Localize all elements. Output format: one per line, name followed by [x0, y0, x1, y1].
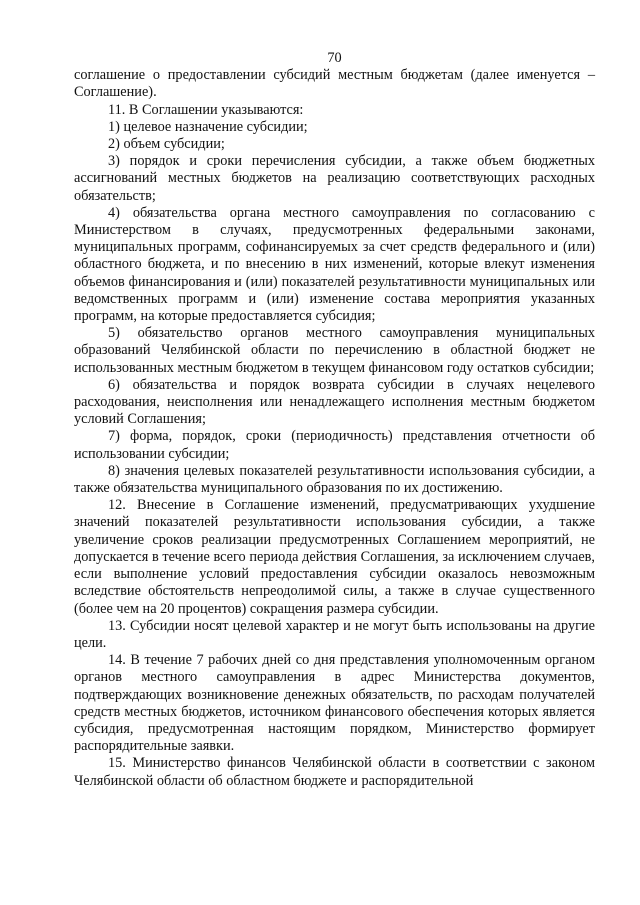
paragraph: 11. В Соглашении указываются: [108, 101, 304, 118]
paragraph: 3) порядок и сроки перечисления субсидии, а также объем бюджетных ассигнований местных бюджетов на реализацию соответствующих расходных обязательств; [74, 153, 595, 204]
document-body [74, 67, 595, 790]
paragraph: 4) обязательства органа местного самоуправления по согласованию с Министерством в случаях, предусмотренных федеральными законами, муниципальных программ, софинансируемых за счет средств федерального и (или) областного бюджета, и по внесению в них изменений, которые влекут изменения объемов финансирования и (или) показателей результативности муниципальных или ведомственных программ и (или) изменение состава мероприятия указанных программ, на которые предоставляется субсидия; [74, 204, 595, 325]
paragraph: 8) значения целевых показателей результативности использования субсидии, а также обязательства муниципального образования по их достижению. [74, 462, 595, 497]
paragraph: 5) обязательство органов местного самоуправления муниципальных образований Челябинской области по перечислению в областной бюджет не использованных местным бюджетом в текущем финансовом году остатков субсидии; [74, 325, 595, 376]
paragraph: 12. Внесение в Соглашение изменений, предусматривающих ухудшение значений показателей результативности использования субсидии, а также увеличение сроков реализации предусмотренных Соглашением мероприятий, не допускается в течение всего периода действия Соглашения, за исключением случаев, если выполнение условий предоставления субсидии оказалось невозможным вследствие обстоятельств непреодолимой силы, а также в случае существенного (более чем на 20 процентов) сокращения размера субсидии. [74, 497, 595, 617]
paragraph: соглашение о предоставлении субсидий местным бюджетам (далее именуется – Соглашение). [74, 67, 595, 101]
document-page [74, 0, 595, 790]
paragraph: 7) форма, порядок, сроки (периодичность) представления отчетности об использовании субсидии; [74, 428, 595, 462]
paragraph: 2) объем субсидии; [108, 136, 225, 153]
page-number: 70 [327, 50, 342, 66]
paragraph: 6) обязательства и порядок возврата субсидии в случаях нецелевого расходования, неисполнения или ненадлежащего исполнения местным бюджетом условий Соглашения; [74, 376, 595, 428]
paragraph: 15. Министерство финансов Челябинской области в соответствии с законом Челябинской области об областном бюджете и распорядительной [74, 755, 595, 789]
paragraph: 1) целевое назначение субсидии; [108, 118, 308, 135]
paragraph: 13. Субсидии носят целевой характер и не могут быть использованы на другие цели. [74, 617, 595, 651]
paragraph: 14. В течение 7 рабочих дней со дня представления уполномоченным органом органов местного самоуправления в адрес Министерства документов, подтверждающих возникновение денежных обязательств, по расходам получателей средств местных бюджетов, источником финансового обеспечения которых является субсидия, предусмотренная настоящим порядком, Министерство формирует распорядительные заявки. [74, 652, 595, 755]
